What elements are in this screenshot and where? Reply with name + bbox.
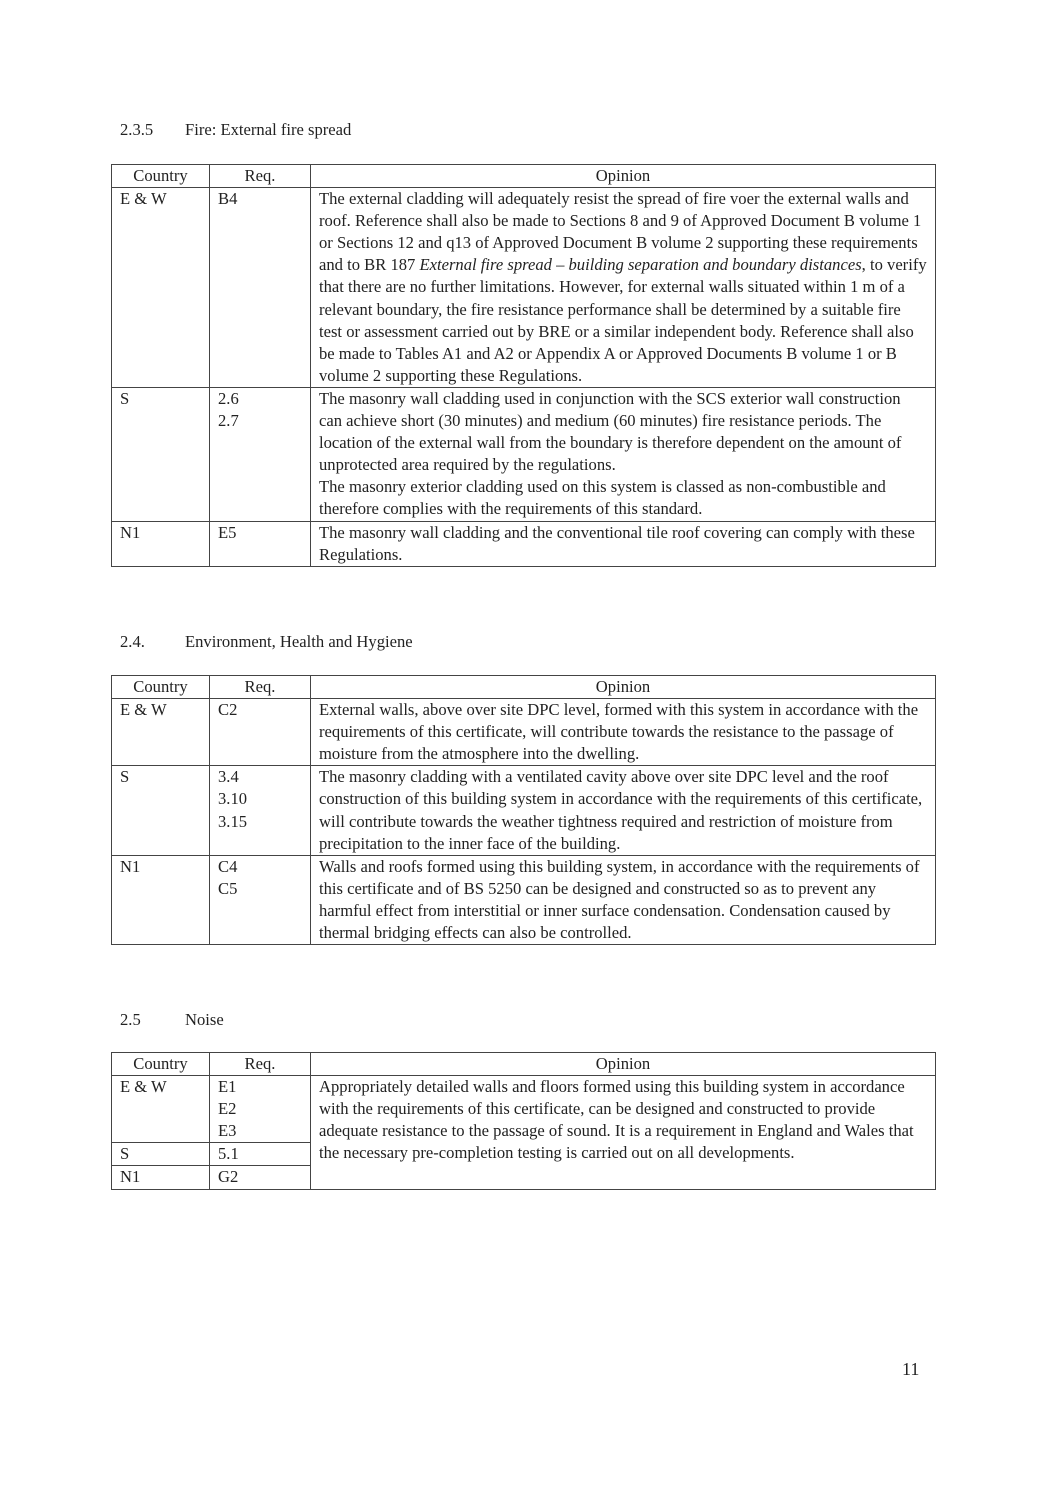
country-cell: S xyxy=(112,387,210,521)
req-code: 3.15 xyxy=(218,811,248,831)
req-code: E1 xyxy=(218,1077,237,1097)
opinion-header: Opinion xyxy=(311,1053,936,1076)
opinion-cell xyxy=(311,387,936,521)
req-cell xyxy=(210,699,311,766)
opinion-header: Opinion xyxy=(311,165,936,188)
req-code: 2.7 xyxy=(218,411,239,431)
opinion-paragraph: The masonry wall cladding used in conjunction with the SCS exterior wall construction can achieve short (30 minutes) and medium (60 minutes) fire resistance periods. The location of the external wall from the boundary is therefore dependent on the amount of unprotected area required by the regulations. xyxy=(319,388,902,475)
opinion-text: The external cladding will adequately resist the spread of fire voer the external walls and roof. Reference shall also be made to Sections 8 and 9 of Approved Document B volume 1 or Sections 12 and q13 of Approved Document B volume 2 supporting these requirements and to BR 187 xyxy=(319,189,922,275)
publication-title: External fire spread – building separation and boundary distances xyxy=(419,255,862,275)
req-cell xyxy=(210,387,311,521)
environment-table xyxy=(111,675,936,945)
req-code: G2 xyxy=(218,1167,239,1187)
country-header: Country xyxy=(112,1053,210,1076)
req-cell xyxy=(210,188,311,388)
opinion-text: , to verify that there are no further limitations. However, for external walls situated within 1 m of a relevant boundary, the fire resistance performance shall be determined by a suitable fire test or assessment carried out by BRE or a similar independent body. Reference shall also be made to Tables A1 and A2 or Appendix A or Approved Documents B volume 1 or B volume 2 supporting these Regulations. xyxy=(319,255,927,385)
req-header: Req. xyxy=(210,165,311,188)
country-header: Country xyxy=(112,676,210,699)
country-cell: S xyxy=(112,1143,210,1166)
table-row xyxy=(112,1076,936,1143)
opinion-cell: The masonry wall cladding and the conventional tile roof covering can comply with these Regulations. xyxy=(311,521,936,566)
req-code: 3.4 xyxy=(218,767,239,787)
country-cell: S xyxy=(112,766,210,855)
section-heading-noise xyxy=(120,1009,224,1031)
req-cell xyxy=(210,521,311,566)
req-code: 3.10 xyxy=(218,789,248,809)
section-heading-environment xyxy=(120,631,413,653)
section-number: 2.3.5 xyxy=(120,120,154,139)
page-number: 11 xyxy=(902,1359,920,1379)
environment-table-wrapper xyxy=(111,675,935,945)
fire-table-wrapper xyxy=(111,164,935,567)
country-cell: E & W xyxy=(112,1076,210,1143)
table-header-row xyxy=(112,165,936,188)
section-title: Noise xyxy=(185,1010,224,1029)
opinion-cell: External walls, above over site DPC level, formed with this system in accordance with the requirements of this certificate, will contribute towards the resistance to the passage of moisture from the atmosphere into the dwelling. xyxy=(311,699,936,766)
section-number: 2.5 xyxy=(120,1010,141,1029)
table-row xyxy=(112,855,936,944)
opinion-paragraph: The masonry exterior cladding used on this system is classed as non-combustible and therefore complies with the requirements of this standard. xyxy=(319,477,886,519)
fire-table xyxy=(111,164,936,567)
req-header: Req. xyxy=(210,1053,311,1076)
req-code: E5 xyxy=(218,522,237,542)
table-row xyxy=(112,699,936,766)
table-header-row xyxy=(112,676,936,699)
req-code: B4 xyxy=(218,189,238,209)
req-code: C5 xyxy=(218,878,238,898)
section-title: Fire: External fire spread xyxy=(185,120,352,139)
req-cell xyxy=(210,855,311,944)
table-row xyxy=(112,521,936,566)
opinion-cell: The masonry cladding with a ventilated cavity above over site DPC level and the roof construction of this building system in accordance with the requirements of this certificate, will contribute towards the weather tightness required and restriction of moisture from precipitation to the inner face of the building. xyxy=(311,766,936,855)
noise-table xyxy=(111,1052,936,1190)
req-code: E3 xyxy=(218,1121,237,1141)
req-code: E2 xyxy=(218,1099,237,1119)
req-cell xyxy=(210,766,311,855)
country-header: Country xyxy=(112,165,210,188)
table-row xyxy=(112,387,936,521)
section-title: Environment, Health and Hygiene xyxy=(185,632,413,651)
opinion-cell xyxy=(311,188,936,388)
section-heading-fire xyxy=(120,119,351,141)
country-cell: E & W xyxy=(112,188,210,388)
country-cell: N1 xyxy=(112,855,210,944)
opinion-cell: Appropriately detailed walls and floors formed using this building system in accordance with the requirements of this certificate, can be designed and constructed to provide adequate resistance to the passage of sound. It is a requirement in England and Wales that the necessary pre-completion testing is carried out on all developments. xyxy=(311,1076,936,1189)
country-cell: E & W xyxy=(112,699,210,766)
table-row xyxy=(112,766,936,855)
req-cell xyxy=(210,1076,311,1143)
section-number: 2.4. xyxy=(120,632,145,651)
opinion-cell: Walls and roofs formed using this building system, in accordance with the requirements of this certificate and of BS 5250 can be designed and constructed so as to prevent any harmful effect from interstitial or inner surface condensation. Condensation caused by thermal bridging effects can also be controlled. xyxy=(311,855,936,944)
opinion-header: Opinion xyxy=(311,676,936,699)
req-cell xyxy=(210,1143,311,1166)
country-cell: N1 xyxy=(112,1166,210,1189)
req-header: Req. xyxy=(210,676,311,699)
req-cell xyxy=(210,1166,311,1189)
noise-table-wrapper xyxy=(111,1052,935,1190)
req-code: C4 xyxy=(218,856,238,876)
table-row xyxy=(112,188,936,388)
table-header-row xyxy=(112,1053,936,1076)
req-code: C2 xyxy=(218,700,238,720)
req-code: 2.6 xyxy=(218,388,239,408)
country-cell: N1 xyxy=(112,521,210,566)
req-code: 5.1 xyxy=(218,1144,239,1164)
